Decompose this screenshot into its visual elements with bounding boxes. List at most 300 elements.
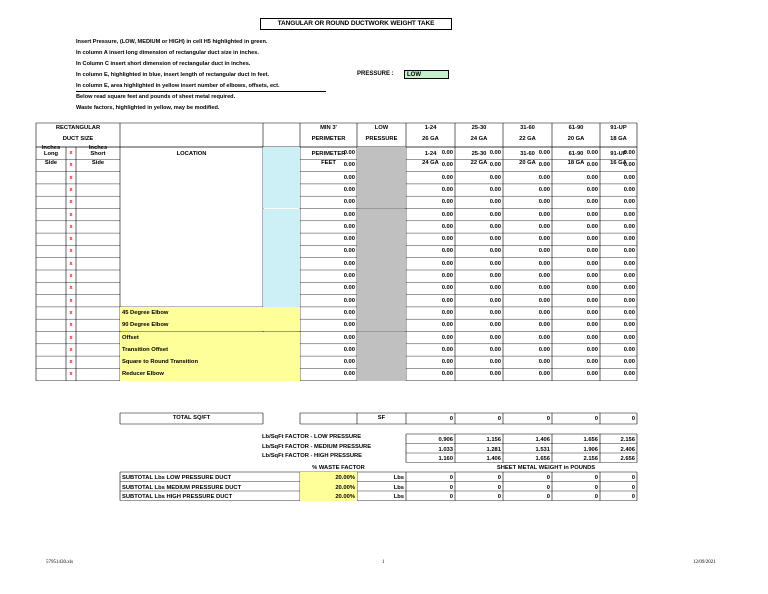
x-mark: x <box>69 285 73 292</box>
perimeter-value: 0.00 <box>343 346 355 353</box>
footer-date: 12/09/2021 <box>693 560 716 565</box>
location-input[interactable] <box>120 270 263 282</box>
sf-label: SF <box>377 415 386 421</box>
gauge-sqft-value: 0.00 <box>586 223 598 230</box>
x-mark: x <box>69 309 73 316</box>
gauge-sqft-value: 0.00 <box>586 211 598 218</box>
short-side-input[interactable] <box>76 368 120 380</box>
short-side-input[interactable] <box>76 209 120 221</box>
high-pressure-cell <box>357 184 406 196</box>
short-side-input[interactable] <box>76 295 120 307</box>
gauge-sqft-value: 0.00 <box>489 150 501 156</box>
instruction-line: In column E, highlighted in blue, insert length of rectangular duct in feet. <box>76 72 269 78</box>
subtotal-value: 0 <box>497 475 501 481</box>
gauge-sqft-value: 0.00 <box>441 248 453 255</box>
high-pressure-cell <box>357 368 406 380</box>
perimeter-value: 0.00 <box>343 260 355 267</box>
header-gauge: 24 GA <box>470 136 488 142</box>
short-side-input[interactable] <box>76 356 120 368</box>
gauge-sqft-value: 0.00 <box>623 260 635 267</box>
location-input[interactable] <box>120 282 263 294</box>
long-side-input[interactable] <box>36 196 66 208</box>
gauge-sqft-value: 0.00 <box>538 211 550 218</box>
high-pressure-cell <box>357 307 406 319</box>
gauge-sqft-value: 0.00 <box>623 359 635 366</box>
subtotal-value: 0 <box>546 475 550 481</box>
gauge-sqft-value: 0.00 <box>441 346 453 353</box>
long-side-input[interactable] <box>36 147 66 159</box>
fitting-label: Square to Round Transition <box>120 356 263 368</box>
gauge-sqft-value: 0.00 <box>441 334 453 341</box>
pressure-input[interactable]: LOW <box>404 70 449 79</box>
length-input[interactable] <box>263 184 300 196</box>
perimeter-value: 0.00 <box>343 334 355 341</box>
x-mark: x <box>69 150 73 156</box>
fitting-count-input[interactable] <box>263 319 300 331</box>
header-location: LOCATION <box>176 151 207 157</box>
header-side: Side <box>91 160 105 166</box>
gauge-sqft-value: 0.00 <box>623 223 635 230</box>
gauge-sqft-value: 0.00 <box>538 186 550 193</box>
long-side-input[interactable] <box>36 282 66 294</box>
gauge-sqft-value: 0.00 <box>623 248 635 255</box>
header-gauge: 16 GA <box>610 160 627 166</box>
perimeter-value: 0.00 <box>343 150 355 156</box>
short-side-input[interactable] <box>76 332 120 344</box>
gauge-sqft-value: 0.00 <box>586 199 598 206</box>
short-side-input[interactable] <box>76 270 120 282</box>
header-gauge: 20 GA <box>519 160 536 166</box>
gauge-sqft-value: 0.00 <box>586 248 598 255</box>
pressure-label: PRESSURE : <box>357 71 394 77</box>
gauge-sqft-value: 0.00 <box>586 297 598 304</box>
long-side-input[interactable] <box>36 307 66 319</box>
long-side-input[interactable] <box>36 209 66 221</box>
factor-value: 1.033 <box>438 446 453 453</box>
gauge-sqft-value: 0.00 <box>538 150 550 156</box>
unit-label: Lbs <box>393 484 404 491</box>
factor-label: Lb/SqFt FACTOR - MEDIUM PRESSURE <box>262 443 372 450</box>
gauge-sqft-value: 0.00 <box>489 322 501 329</box>
header-long: Long <box>43 151 59 157</box>
subtotal-value: 0 <box>631 475 635 481</box>
perimeter-value: 0.00 <box>343 174 355 181</box>
gauge-sqft-value: 0.00 <box>538 359 550 366</box>
factor-label: Lb/SqFt FACTOR - LOW PRESSURE <box>262 434 362 440</box>
instruction-line: In column E, area highlighted in yellow insert number of elbows, offsets, ect. <box>76 83 280 89</box>
length-input[interactable] <box>263 196 300 208</box>
short-side-input[interactable] <box>76 147 120 159</box>
gauge-sqft-value: 0.00 <box>538 260 550 267</box>
x-mark: x <box>69 260 73 267</box>
long-side-input[interactable] <box>36 356 66 368</box>
location-input[interactable] <box>120 147 263 159</box>
perimeter-value: 0.00 <box>343 359 355 366</box>
total-sqft-value: 0 <box>594 416 598 422</box>
fitting-label: 45 Degree Elbow <box>120 307 263 319</box>
instruction-line: Waste factors, highlighted in yellow, may be modified. <box>76 105 220 111</box>
gauge-sqft-value: 0.00 <box>538 285 550 292</box>
gauge-sqft-value: 0.00 <box>441 309 453 316</box>
gauge-sqft-value: 0.00 <box>538 297 550 304</box>
instruction-line: Insert Pressure, (LOW, MEDIUM or HIGH) in cell H5 highlighted in green. <box>76 39 268 45</box>
gauge-sqft-value: 0.00 <box>538 309 550 316</box>
subtotal-value: 0 <box>497 494 501 500</box>
high-pressure-cell <box>357 270 406 282</box>
waste-factor-input[interactable]: 20.00% <box>300 482 357 492</box>
gauge-sqft-value: 0.00 <box>441 223 453 230</box>
high-pressure-cell <box>357 344 406 356</box>
gauge-sqft-value: 0.00 <box>623 346 635 353</box>
gauge-sqft-value: 0.00 <box>538 199 550 206</box>
header-gauge: 18 GA <box>610 136 627 142</box>
waste-factor-input[interactable]: 20.00% <box>300 491 357 501</box>
factor-value: 2.656 <box>620 456 635 462</box>
high-pressure-cell <box>357 245 406 257</box>
fitting-count-input[interactable] <box>263 344 300 356</box>
footer-file: 57951430.xls <box>46 560 74 565</box>
short-side-input[interactable] <box>76 159 120 171</box>
length-input[interactable] <box>263 159 300 171</box>
perimeter-value: 0.00 <box>343 322 355 329</box>
subtotal-label: SUBTOTAL Lbs HIGH PRESSURE DUCT <box>122 494 233 500</box>
factor-label: Lb/SqFt FACTOR - HIGH PRESSURE <box>262 453 363 459</box>
short-side-input[interactable] <box>76 221 120 233</box>
gauge-sqft-value: 0.00 <box>586 186 598 193</box>
short-side-input[interactable] <box>76 172 120 184</box>
gauge-sqft-value: 0.00 <box>586 260 598 267</box>
gauge-sqft-value: 0.00 <box>623 309 635 316</box>
factor-value: 2.156 <box>583 456 598 462</box>
factor-value: 1.906 <box>583 446 598 453</box>
gauge-sqft-value: 0.00 <box>489 248 501 255</box>
subtotal-value: 0 <box>449 475 453 481</box>
gauge-sqft-value: 0.00 <box>538 174 550 181</box>
length-input[interactable] <box>263 295 300 307</box>
gauge-sqft-value: 0.00 <box>489 297 501 304</box>
fitting-label: Offset <box>120 332 263 344</box>
factor-value: 1.281 <box>486 446 501 453</box>
unit-label: Lbs <box>393 494 404 500</box>
gauge-sqft-value: 0.00 <box>538 273 550 279</box>
high-pressure-cell <box>357 147 406 159</box>
gauge-sqft-value: 0.00 <box>623 236 635 243</box>
gauge-sqft-value: 0.00 <box>623 174 635 181</box>
gauge-sqft-value: 0.00 <box>441 285 453 292</box>
fitting-count-input[interactable] <box>263 307 300 319</box>
gauge-sqft-value: 0.00 <box>441 150 453 156</box>
long-side-input[interactable] <box>36 295 66 307</box>
gauge-sqft-value: 0.00 <box>489 260 501 267</box>
perimeter-value: 0.00 <box>343 236 355 243</box>
long-side-input[interactable] <box>36 332 66 344</box>
location-input[interactable] <box>120 221 263 233</box>
header-feet: FEET <box>321 160 336 166</box>
gauge-sqft-value: 0.00 <box>489 371 501 378</box>
header-gauge: 26 GA <box>422 136 439 142</box>
location-input[interactable] <box>120 184 263 196</box>
factor-value: 1.406 <box>535 437 550 443</box>
factor-value: 1.656 <box>535 456 550 462</box>
high-pressure-cell <box>357 332 406 344</box>
perimeter-value: 0.00 <box>343 309 355 316</box>
header-range: 31-60 <box>520 125 535 131</box>
gauge-sqft-value: 0.00 <box>586 285 598 292</box>
short-side-input[interactable] <box>76 282 120 294</box>
gauge-sqft-value: 0.00 <box>538 162 550 169</box>
gauge-sqft-value: 0.00 <box>623 150 635 156</box>
x-mark: x <box>69 322 73 329</box>
short-side-input[interactable] <box>76 258 120 270</box>
gauge-sqft-value: 0.00 <box>586 162 598 169</box>
subtotal-value: 0 <box>546 494 550 500</box>
gauge-sqft-value: 0.00 <box>489 346 501 353</box>
total-sqft-value: 0 <box>497 416 501 422</box>
header-min: MIN 3' <box>320 125 337 131</box>
x-mark: x <box>69 236 73 243</box>
gauge-sqft-value: 0.00 <box>441 371 453 378</box>
gauge-sqft-value: 0.00 <box>623 371 635 378</box>
header-inches: Inches <box>88 145 108 151</box>
location-input[interactable] <box>120 245 263 257</box>
gauge-sqft-value: 0.00 <box>489 285 501 292</box>
gauge-sqft-value: 0.00 <box>586 174 598 181</box>
x-mark: x <box>69 346 73 353</box>
factor-value: 0.906 <box>438 437 453 443</box>
perimeter-value: 0.00 <box>343 186 355 193</box>
length-input[interactable] <box>263 221 300 233</box>
length-input[interactable] <box>263 282 300 294</box>
short-side-input[interactable] <box>76 307 120 319</box>
long-side-input[interactable] <box>36 319 66 331</box>
subtotal-value: 0 <box>546 484 550 491</box>
long-side-input[interactable] <box>36 368 66 380</box>
gauge-sqft-value: 0.00 <box>489 309 501 316</box>
gauge-sqft-value: 0.00 <box>489 162 501 169</box>
gauge-sqft-value: 0.00 <box>441 211 453 218</box>
fitting-label: Transition Offset <box>120 344 263 356</box>
gauge-sqft-value: 0.00 <box>489 211 501 218</box>
x-mark: x <box>69 359 73 366</box>
gauge-sqft-value: 0.00 <box>623 162 635 169</box>
location-input[interactable] <box>120 159 263 171</box>
header-range: 61-90 <box>568 151 584 157</box>
high-pressure-cell <box>357 221 406 233</box>
gauge-sqft-value: 0.00 <box>538 248 550 255</box>
perimeter-value: 0.00 <box>343 273 355 279</box>
location-input[interactable] <box>120 233 263 245</box>
factor-value: 2.156 <box>620 437 635 443</box>
gauge-sqft-value: 0.00 <box>586 334 598 341</box>
factor-value: 1.406 <box>486 456 501 462</box>
x-mark: x <box>69 162 73 169</box>
high-pressure-cell <box>357 196 406 208</box>
length-input[interactable] <box>263 245 300 257</box>
subtotal-value: 0 <box>631 484 635 491</box>
header-perimeter: PERIMETER <box>311 136 346 142</box>
gauge-sqft-value: 0.00 <box>441 174 453 181</box>
x-mark: x <box>69 211 73 218</box>
gauge-sqft-value: 0.00 <box>538 371 550 378</box>
perimeter-value: 0.00 <box>343 223 355 230</box>
long-side-input[interactable] <box>36 344 66 356</box>
header-range: 91-UP <box>610 151 627 157</box>
x-mark: x <box>69 371 73 378</box>
short-side-input[interactable] <box>76 344 120 356</box>
subtotal-value: 0 <box>497 484 501 491</box>
subtotal-label: SUBTOTAL Lbs LOW PRESSURE DUCT <box>122 475 232 481</box>
header-pressure: PRESSURE <box>365 136 398 142</box>
high-pressure-cell <box>357 356 406 368</box>
sheet-metal-weight-label: SHEET METAL WEIGHT in POUNDS <box>496 464 596 471</box>
gauge-sqft-value: 0.00 <box>489 236 501 243</box>
gauge-sqft-value: 0.00 <box>489 334 501 341</box>
length-input[interactable] <box>263 270 300 282</box>
footer-page: 1 <box>382 560 385 565</box>
gauge-sqft-value: 0.00 <box>586 322 598 329</box>
high-pressure-cell <box>357 282 406 294</box>
fitting-label: Reducer Elbow <box>120 368 263 380</box>
long-side-input[interactable] <box>36 221 66 233</box>
perimeter-value: 0.00 <box>343 162 355 169</box>
short-side-input[interactable] <box>76 319 120 331</box>
high-pressure-cell <box>357 172 406 184</box>
gauge-sqft-value: 0.00 <box>623 273 635 279</box>
x-mark: x <box>69 199 73 206</box>
total-sqft-label: TOTAL SQ/FT <box>172 415 211 421</box>
long-side-input[interactable] <box>36 245 66 257</box>
fitting-count-input[interactable] <box>263 332 300 344</box>
long-side-input[interactable] <box>36 233 66 245</box>
length-input[interactable] <box>263 233 300 245</box>
gauge-sqft-value: 0.00 <box>489 273 501 279</box>
factor-value: 1.531 <box>535 446 550 453</box>
location-input[interactable] <box>120 172 263 184</box>
header-gauge: 24 GA <box>422 160 439 166</box>
short-side-input[interactable] <box>76 196 120 208</box>
fitting-count-input[interactable] <box>263 368 300 380</box>
short-side-input[interactable] <box>76 245 120 257</box>
high-pressure-cell <box>357 159 406 171</box>
gauge-sqft-value: 0.00 <box>623 199 635 206</box>
gauge-sqft-value: 0.00 <box>586 150 598 156</box>
length-input[interactable] <box>263 147 300 159</box>
subtotal-value: 0 <box>594 475 598 481</box>
waste-factor-input[interactable]: 20.00% <box>300 472 357 482</box>
gauge-sqft-value: 0.00 <box>489 199 501 206</box>
gauge-sqft-value: 0.00 <box>586 371 598 378</box>
factor-value: 1.656 <box>583 437 598 443</box>
factor-value: 1.156 <box>486 437 501 443</box>
gauge-sqft-value: 0.00 <box>441 273 453 279</box>
header-side: Side <box>44 160 58 166</box>
gauge-sqft-value: 0.00 <box>441 162 453 169</box>
gauge-sqft-value: 0.00 <box>586 273 598 279</box>
gauge-sqft-value: 0.00 <box>441 260 453 267</box>
perimeter-value: 0.00 <box>343 371 355 378</box>
unit-label: Lbs <box>393 475 404 481</box>
gauge-sqft-value: 0.00 <box>623 211 635 218</box>
length-input[interactable] <box>263 258 300 270</box>
fitting-label: 90 Degree Elbow <box>120 319 263 331</box>
gauge-sqft-value: 0.00 <box>489 174 501 181</box>
total-sqft-value: 0 <box>546 416 550 422</box>
gauge-sqft-value: 0.00 <box>538 236 550 243</box>
gauge-sqft-value: 0.00 <box>538 334 550 341</box>
length-input[interactable] <box>263 172 300 184</box>
high-pressure-cell <box>357 209 406 221</box>
gauge-sqft-value: 0.00 <box>586 309 598 316</box>
instruction-line: Below read square feet and pounds of sheet metal required. <box>76 94 236 100</box>
long-side-input[interactable] <box>36 270 66 282</box>
header-gauge: 22 GA <box>470 160 488 166</box>
header-gauge: 20 GA <box>567 136 585 142</box>
header-range: 1-24 <box>424 125 437 131</box>
location-input[interactable] <box>120 258 263 270</box>
subtotal-value: 0 <box>594 484 598 491</box>
header-range: 25-30 <box>471 151 487 157</box>
x-mark: x <box>69 174 73 181</box>
gauge-sqft-value: 0.00 <box>586 236 598 243</box>
x-mark: x <box>69 248 73 255</box>
total-sqft-value: 0 <box>631 416 635 422</box>
long-side-input[interactable] <box>36 184 66 196</box>
short-side-input[interactable] <box>76 184 120 196</box>
perimeter-value: 0.00 <box>343 211 355 218</box>
header-range: 61-90 <box>568 125 584 131</box>
gauge-sqft-value: 0.00 <box>489 359 501 366</box>
high-pressure-cell <box>357 295 406 307</box>
gauge-sqft-value: 0.00 <box>538 322 550 329</box>
subtotal-value: 0 <box>631 494 635 500</box>
x-mark: x <box>69 297 73 304</box>
waste-factor-label: % WASTE FACTOR <box>312 464 365 471</box>
gauge-sqft-value: 0.00 <box>623 334 635 341</box>
length-input[interactable] <box>263 209 300 221</box>
gauge-sqft-value: 0.00 <box>623 186 635 193</box>
location-input[interactable] <box>120 295 263 307</box>
perimeter-value: 0.00 <box>343 297 355 304</box>
subtotal-label: SUBTOTAL Lbs MEDIUM PRESSURE DUCT <box>122 484 242 491</box>
gauge-sqft-value: 0.00 <box>623 285 635 292</box>
gauge-sqft-value: 0.00 <box>623 297 635 304</box>
long-side-input[interactable] <box>36 172 66 184</box>
header-range: 31-60 <box>520 151 535 157</box>
gauge-sqft-value: 0.00 <box>586 346 598 353</box>
sheet-title: TANGULAR OR ROUND DUCTWORK WEIGHT TAKE <box>260 18 452 30</box>
short-side-input[interactable] <box>76 233 120 245</box>
instruction-line: In column A insert long dimension of rectangular duct size in inches. <box>76 50 259 56</box>
perimeter-value: 0.00 <box>343 248 355 255</box>
long-side-input[interactable] <box>36 258 66 270</box>
long-side-input[interactable] <box>36 159 66 171</box>
gauge-sqft-value: 0.00 <box>441 322 453 329</box>
header-low: LOW <box>374 125 389 131</box>
gauge-sqft-value: 0.00 <box>489 223 501 230</box>
gauge-sqft-value: 0.00 <box>489 186 501 193</box>
gauge-sqft-value: 0.00 <box>441 186 453 193</box>
location-input[interactable] <box>120 209 263 221</box>
location-input[interactable] <box>120 196 263 208</box>
x-mark: x <box>69 186 73 193</box>
fitting-count-input[interactable] <box>263 356 300 368</box>
high-pressure-cell <box>357 258 406 270</box>
factor-value: 2.406 <box>620 446 635 453</box>
gauge-sqft-value: 0.00 <box>538 346 550 353</box>
gauge-sqft-value: 0.00 <box>441 359 453 366</box>
gauge-sqft-value: 0.00 <box>623 322 635 329</box>
header-short: Short <box>90 151 106 157</box>
